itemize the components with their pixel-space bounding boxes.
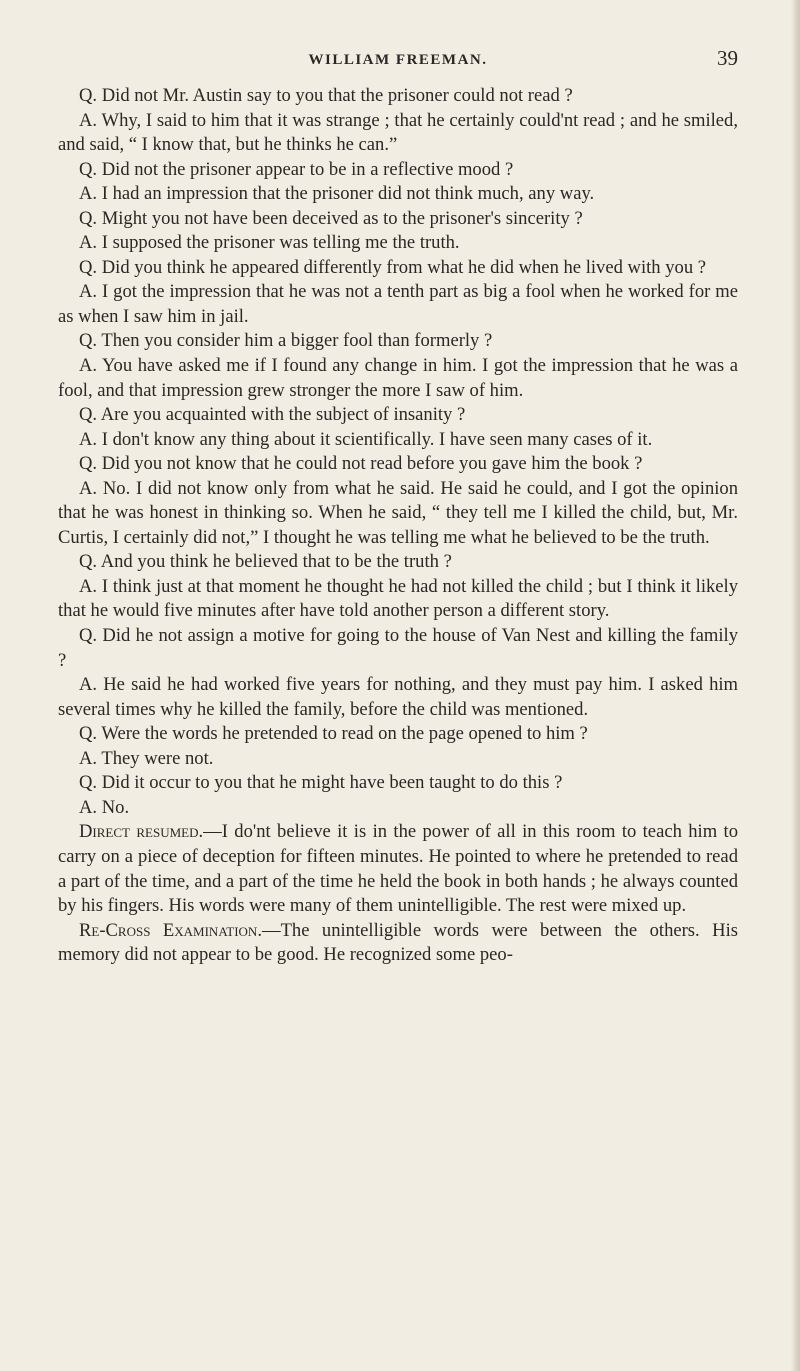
book-page — [58, 44, 738, 968]
paragraph: A. I got the impression that he was not a tenth part as big a fool when he worked for me as when I saw him in jail. — [58, 281, 738, 327]
paragraph: A. You have asked me if I found any change in him. I got the impression that he was a fool, and that impression grew stronger the more I saw of him. — [58, 355, 738, 401]
paragraph: Q. Did not Mr. Austin say to you that the prisoner could not read ? — [79, 85, 573, 106]
page-number: 39 — [717, 46, 738, 70]
recross-paragraph — [58, 919, 738, 968]
paragraph: A. He said he had worked five years for nothing, and they must pay him. I asked him several times why he killed the family, before the child was mentioned. — [58, 674, 738, 720]
paragraph: A. I think just at that moment he thought he had not killed the child ; but I think it likely that he would five minutes after have told another person a different story. — [58, 575, 738, 622]
paragraph: A. I had an impression that the prisoner did not think much, any way. — [79, 183, 595, 205]
paragraph: A. I supposed the prisoner was telling me the truth. — [79, 232, 460, 254]
paragraph: Q. Might you not have been deceived as to the prisoner's sincerity ? — [79, 207, 583, 229]
paragraph: A. Why, I said to him that it was strange ; that he certainly could'nt read ; and he smiled, and said, “ I know that, but he thinks he can.” — [58, 109, 738, 156]
paragraph: Q. Did he not assign a motive for going to the house of Van Nest and killing the family ? — [58, 625, 738, 671]
section-label: Re-Cross Examination. — [79, 919, 262, 941]
paragraph: Q. Are you acquainted with the subject of insanity ? — [79, 404, 466, 426]
paragraph: A. I don't know any thing about it scientifically. I have seen many cases of it. — [79, 428, 653, 450]
paragraph: Q. Then you consider him a bigger fool than formerly ? — [79, 330, 493, 352]
body-text — [58, 84, 738, 968]
paragraph: Q. Did you not know that he could not read before you gave him the book ? — [79, 453, 643, 475]
paragraph: A. They were not. — [79, 747, 214, 769]
paragraph: A. No. I did not know only from what he said. He said he could, and I got the opinion that he was honest in thinking so. When he said, “ they tell me I killed the child, but, Mr. Curtis, I certainly did not,” I thought he was telling me what he believed to be the truth. — [58, 477, 738, 548]
running-head: WILLIAM FREEMAN. — [308, 52, 488, 68]
section-label: Direct resumed. — [79, 821, 204, 843]
page-header — [58, 44, 738, 84]
paragraph: Q. And you think he believed that to be the truth ? — [79, 551, 452, 573]
paragraph: Q. Did it occur to you that he might have been taught to do this ? — [79, 772, 563, 794]
page-edge-shadow — [791, 0, 800, 1371]
paragraph: Q. Did you think he appeared differently from what he did when he lived with you ? — [79, 256, 707, 278]
paragraph: Q. Were the words he pretended to read on the page opened to him ? — [79, 723, 588, 745]
paragraph: A. No. — [79, 796, 130, 818]
paragraph-text: —The unintelligible words were between the others. His memory did not appear to be good. He recognized some peo- — [58, 919, 738, 966]
paragraph-text: —I do'nt believe it is in the power of all in this room to teach him to carry on a piece of deception for fifteen minutes. He pointed to where he pretended to read a part of the time, and a part of the time he held the book in both hands ; he always counted by his fingers. His words were many of them unintelligible. The rest were mixed up. — [58, 821, 738, 917]
direct-resumed-paragraph — [58, 820, 738, 918]
paragraph: Q. Did not the prisoner appear to be in a reflective mood ? — [79, 158, 514, 180]
